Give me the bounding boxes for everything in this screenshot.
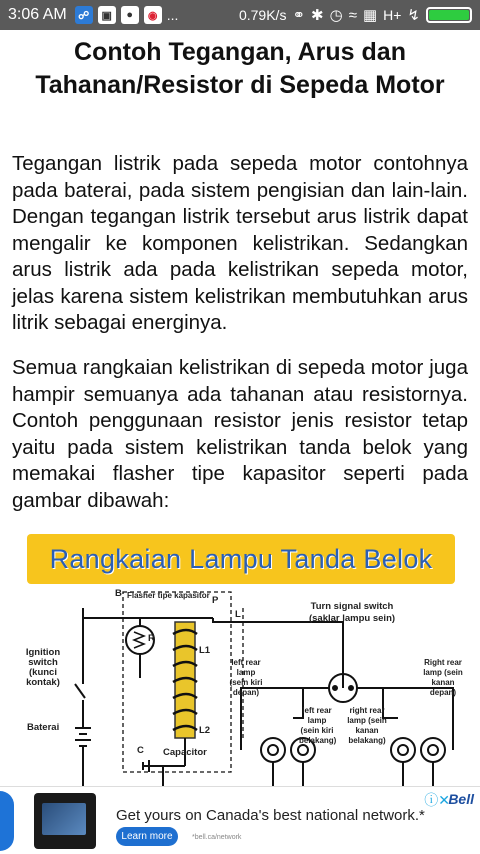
photo-icon: ▣ <box>98 6 116 24</box>
status-right <box>239 6 472 24</box>
ad-logo[interactable]: Bell <box>448 791 474 807</box>
more-notifications: ... <box>166 7 179 23</box>
circle-app-icon: ● <box>121 6 139 24</box>
paragraph-1: Tegangan listrik pada sepeda motor contohnya pada baterai, pada sistem pengisian dan lain-lain. Dengan tegangan listrik tersebut arus listrik dapat mengalir ke komponen kelistrikan. Sedangkan arus listrik ada pada kelistrikan sepeda motor, jelas karena sistem kelistrikan membutuhkan arus litrik sebagai energinya. <box>12 152 468 334</box>
ad-image[interactable] <box>34 793 96 849</box>
figure-banner-text: Rangkaian Lampu Tanda Belok <box>49 543 433 574</box>
lamp-right-rear <box>391 738 415 762</box>
charging-icon: ↯ <box>407 7 420 24</box>
article-title <box>0 36 480 102</box>
ad-info-close-icon[interactable]: ⓘ✕ <box>424 792 450 808</box>
lamp-right-front <box>421 738 445 762</box>
label-P: P <box>212 595 219 606</box>
alarm-icon: ◷ <box>329 7 343 24</box>
label-ignition: Ignition switch (kunci kontak) <box>25 647 61 688</box>
label-R: R <box>148 633 155 644</box>
ad-headline[interactable]: Get yours on Canada's best national network.* <box>116 807 425 824</box>
label-turn-switch-sub: (saklar lampu sein) <box>308 613 396 624</box>
clock: 3:06 AM <box>8 6 67 23</box>
label-flasher: Flasher tipe kapasitor <box>127 591 210 600</box>
wire-top <box>83 608 213 618</box>
headphones-icon: ⚭ <box>292 7 306 24</box>
network-type: H+ <box>383 7 402 23</box>
label-turn-switch: Turn signal switch <box>310 601 394 612</box>
signal-icon: ▦ <box>362 7 378 24</box>
label-battery: Baterai <box>27 722 60 733</box>
title-line-1: Contoh Tegangan, Arus dan <box>74 38 406 66</box>
status-left <box>8 6 178 24</box>
ad-banner[interactable] <box>0 786 480 854</box>
record-icon: ◉ <box>144 6 162 24</box>
ad-footnote: *bell.ca/network <box>192 834 242 841</box>
paragraph-2: Semua rangkaian kelistrikan di sepeda motor juga hampir semuanya ada tahanan atau resistornya. Contoh penggunaan resistor jenis resistor tetap yaitu pada sistem kelistrikan tanda belok yang memakai flasher tipe kapasitor seperti pada gambar dibawah: <box>12 356 468 512</box>
lamp-left-front <box>261 738 285 762</box>
label-left-rear-lamp: left rear lamp (sein kiri depan) <box>229 658 263 697</box>
label-B: B <box>115 588 122 599</box>
battery-level <box>429 10 469 20</box>
status-bar <box>0 0 480 30</box>
label-right-rear-lamp: right rear lamp (sein kanan belakang) <box>347 706 387 745</box>
ad-learn-more-button[interactable]: Learn more <box>116 827 178 846</box>
title-line-2: Tahanan/Resistor di Sepeda Motor <box>35 71 445 99</box>
label-capacitor: Capacitor <box>163 747 207 758</box>
figure-banner <box>27 534 455 584</box>
bluetooth-icon: ✱ <box>311 7 324 24</box>
wifi-icon: ≈ <box>348 6 357 24</box>
label-right-rear-lamp-2: Right rear lamp (sein kanan depan) <box>423 658 463 697</box>
network-speed: 0.79K/s <box>238 7 287 23</box>
label-left-rear-lamp-2: left rear lamp (sein kiri belakang) <box>299 706 337 745</box>
battery-icon <box>426 7 472 23</box>
label-L1: L1 <box>199 645 211 656</box>
label-L2: L2 <box>199 725 211 736</box>
label-C: C <box>137 745 144 756</box>
label-L: L <box>235 609 241 620</box>
ad-side-accent <box>0 791 14 851</box>
circuit-figure <box>13 530 467 788</box>
shield-icon: ☍ <box>75 6 93 24</box>
